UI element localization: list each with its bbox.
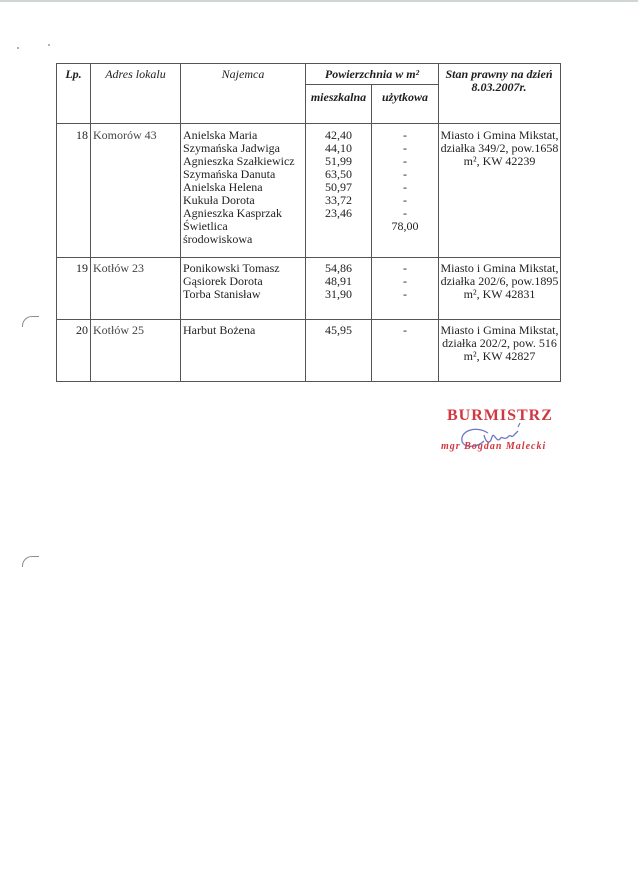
cell-lp: 19 bbox=[76, 261, 88, 275]
header-powierzchnia: Powierzchnia w m² bbox=[324, 67, 420, 81]
punch-hole-mark bbox=[22, 556, 39, 567]
stamp-name: mgr Bogdan Malecki bbox=[441, 441, 547, 452]
header-stan-prawny: Stan prawny na dzień 8.03.2007r. bbox=[445, 67, 553, 94]
table-rule-header-bottom bbox=[56, 123, 560, 124]
cell-stan-prawny: Miasto i Gmina Mikstat, działka 349/2, pow.1658 m², KW 42239 bbox=[440, 128, 559, 168]
table-border-top bbox=[56, 63, 560, 64]
header-lp: Lp. bbox=[65, 67, 82, 81]
table-border-right bbox=[560, 63, 561, 382]
cell-mieszkalna: 45,95 bbox=[325, 323, 352, 337]
table-border-bottom bbox=[56, 381, 560, 382]
table-col-rule bbox=[180, 63, 181, 382]
header-adres-lokalu: Adres lokalu bbox=[105, 67, 166, 81]
header-najemca: Najemca bbox=[221, 67, 265, 81]
punch-hole-mark bbox=[22, 316, 39, 327]
cell-uzytkowa: - - - bbox=[403, 261, 407, 301]
cell-najemca: Ponikowski Tomasz Gąsiorek Dorota Torba Stanisław bbox=[183, 261, 280, 301]
header-mieszkalna: mieszkalna bbox=[310, 90, 367, 104]
table-col-rule bbox=[438, 63, 439, 382]
table-rule-row bbox=[56, 319, 560, 320]
scan-speck bbox=[48, 44, 50, 46]
cell-mieszkalna: 42,40 44,10 51,99 63,50 50,97 33,72 23,46 bbox=[325, 128, 352, 220]
mayor-stamp bbox=[426, 407, 576, 467]
table-rule-row bbox=[56, 257, 560, 258]
cell-uzytkowa: - - - - - - - 78,00 bbox=[391, 128, 419, 233]
scan-edge bbox=[0, 0, 638, 2]
scan-speck bbox=[17, 47, 19, 49]
cell-najemca: Anielska Maria Szymańska Jadwiga Agnieszka Szałkiewicz Szymańska Danuta Anielska Helena Kukuła Dorota Agnieszka Kasprzak Świetlica środowiskowa bbox=[183, 128, 295, 246]
stamp-title: BURMISTRZ bbox=[447, 407, 553, 424]
header-uzytkowa: użytkowa bbox=[381, 90, 428, 104]
cell-adres: Komorów 43 bbox=[93, 128, 157, 142]
cell-stan-prawny: Miasto i Gmina Mikstat, działka 202/2, pow. 516 m², KW 42827 bbox=[440, 323, 559, 363]
cell-adres: Kotłów 25 bbox=[93, 323, 144, 337]
table-col-rule bbox=[90, 63, 91, 382]
cell-lp: 20 bbox=[76, 323, 88, 337]
cell-stan-prawny: Miasto i Gmina Mikstat, działka 202/6, pow.1895 m², KW 42831 bbox=[440, 261, 559, 301]
handwritten-signature bbox=[426, 407, 576, 467]
cell-mieszkalna: 54,86 48,91 31,90 bbox=[325, 261, 352, 301]
cell-lp: 18 bbox=[76, 128, 88, 142]
cell-uzytkowa: - bbox=[403, 323, 407, 337]
cell-najemca: Harbut Bożena bbox=[183, 323, 256, 337]
cell-adres: Kotłów 23 bbox=[93, 261, 144, 275]
